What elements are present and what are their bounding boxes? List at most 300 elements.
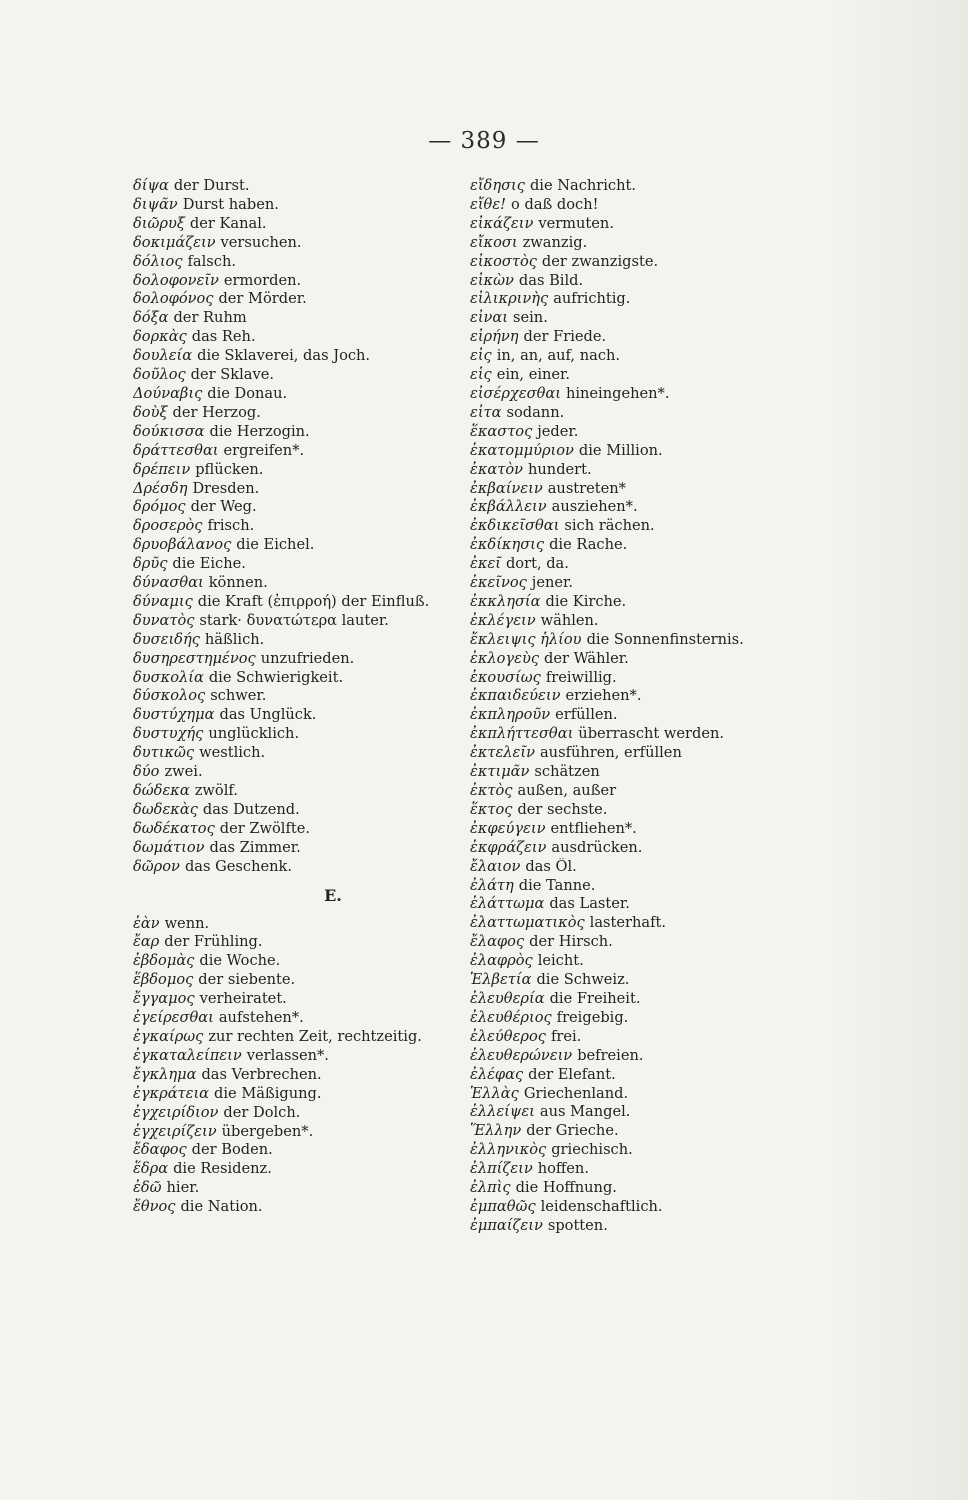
dictionary-entry xyxy=(133,744,513,763)
german-translation: die Hoffnung. xyxy=(515,1179,617,1197)
dictionary-entry xyxy=(470,990,850,1009)
german-translation: unzufrieden. xyxy=(260,649,355,667)
dictionary-entry xyxy=(470,347,850,366)
greek-headword: εἰσέρχεσθαι xyxy=(470,384,561,402)
german-translation: verheiratet. xyxy=(199,990,287,1008)
greek-headword: δρυοβάλανος xyxy=(133,536,232,554)
greek-headword: ἐκδίκησις xyxy=(470,536,545,554)
greek-headword: ἐμπαίζειν xyxy=(470,1216,543,1234)
german-translation: spotten. xyxy=(547,1216,608,1234)
german-translation: die Nation. xyxy=(180,1198,263,1216)
german-translation: leidenschaftlich. xyxy=(540,1197,663,1215)
greek-headword: ἕβδομος xyxy=(133,971,194,989)
german-translation: o daß doch! xyxy=(511,195,599,213)
dictionary-entry xyxy=(470,574,850,593)
dictionary-entry xyxy=(133,1123,513,1142)
dictionary-entry xyxy=(133,631,513,650)
greek-headword: ἔδαφος xyxy=(133,1141,187,1159)
dictionary-entry xyxy=(470,839,850,858)
dictionary-entry xyxy=(133,498,513,517)
german-translation: aufrichtig. xyxy=(553,290,631,308)
greek-headword: ἔθνος xyxy=(133,1198,176,1216)
dictionary-entry xyxy=(470,801,850,820)
dictionary-entry xyxy=(470,669,850,688)
greek-headword: δύνασθαι xyxy=(133,574,204,592)
german-translation: schwer. xyxy=(210,687,267,705)
german-translation: die Rache. xyxy=(549,536,628,554)
greek-headword: δῶρον xyxy=(133,857,180,875)
german-translation: der Wähler. xyxy=(544,649,629,667)
dictionary-entry xyxy=(133,971,513,990)
dictionary-entry xyxy=(470,1066,850,1085)
german-translation: die Freiheit. xyxy=(549,989,641,1007)
dictionary-entry xyxy=(133,952,513,971)
german-translation: sodann. xyxy=(506,403,565,421)
greek-headword: δουλεία xyxy=(133,347,193,365)
dictionary-entry xyxy=(470,820,850,839)
greek-headword: ἐκτελεῖν xyxy=(470,744,535,762)
greek-headword: Ἑλλὰς xyxy=(470,1084,519,1102)
german-translation: überrascht werden. xyxy=(578,725,725,743)
dictionary-entry xyxy=(470,328,850,347)
german-translation: die Donau. xyxy=(207,384,288,402)
dictionary-entry xyxy=(470,1103,850,1122)
german-translation: ausdrücken. xyxy=(551,838,643,856)
german-translation: der Ruhm xyxy=(173,309,247,327)
greek-headword: ἐλαττωματικὸς xyxy=(470,914,585,932)
german-translation: die Kirche. xyxy=(545,592,627,610)
dictionary-entry xyxy=(470,253,850,272)
greek-headword: δύναμις xyxy=(133,592,193,610)
section-letter-heading: E. xyxy=(324,885,342,905)
greek-headword: εἰκὼν xyxy=(470,271,514,289)
dictionary-entry xyxy=(470,744,850,763)
dictionary-entry xyxy=(470,1160,850,1179)
dictionary-entry xyxy=(470,687,850,706)
greek-headword: ἐγχειρίζειν xyxy=(133,1122,217,1140)
dictionary-entry xyxy=(470,593,850,612)
german-translation: zwei. xyxy=(164,763,203,781)
german-translation: falsch. xyxy=(187,252,236,270)
greek-headword: ἐλευθερία xyxy=(470,989,545,1007)
german-translation: hoffen. xyxy=(537,1160,589,1178)
dictionary-entry xyxy=(470,1198,850,1217)
dictionary-entry xyxy=(133,687,513,706)
dictionary-entry xyxy=(470,877,850,896)
greek-headword: ἑκατὸν xyxy=(470,460,523,478)
greek-headword: ἐλευθέριος xyxy=(470,1008,552,1026)
dictionary-entry xyxy=(133,404,513,423)
dictionary-entry xyxy=(470,290,850,309)
german-translation: schätzen xyxy=(534,763,600,781)
dictionary-entry xyxy=(133,1009,513,1028)
german-translation: der siebente. xyxy=(198,971,296,989)
greek-headword: ἐγχειρίδιον xyxy=(133,1103,219,1121)
german-translation: leicht. xyxy=(537,952,584,970)
dictionary-entry xyxy=(470,234,850,253)
greek-headword: ἔλαιον xyxy=(470,857,521,875)
dictionary-entry xyxy=(470,442,850,461)
german-translation: lasterhaft. xyxy=(589,914,666,932)
dictionary-entry xyxy=(133,574,513,593)
german-translation: die Sonnenfinsternis. xyxy=(586,630,744,648)
german-translation: das Dutzend. xyxy=(202,800,300,818)
dictionary-entry xyxy=(133,725,513,744)
right-column xyxy=(470,177,850,1236)
dictionary-entry xyxy=(133,442,513,461)
dictionary-entry xyxy=(470,404,850,423)
greek-headword: δρέπειν xyxy=(133,460,191,478)
german-translation: jener. xyxy=(531,574,574,592)
dictionary-entry xyxy=(470,895,850,914)
dictionary-entry xyxy=(133,990,513,1009)
german-translation: hundert. xyxy=(528,460,592,478)
german-translation: das Bild. xyxy=(518,271,584,289)
german-translation: jeder. xyxy=(537,422,579,440)
greek-headword: ἐλλείψει xyxy=(470,1103,535,1121)
greek-headword: ἐκτὸς xyxy=(470,782,513,799)
greek-headword: ἐλάτη xyxy=(470,876,514,894)
german-translation: ergreifen*. xyxy=(223,441,305,459)
dictionary-entry xyxy=(133,801,513,820)
german-translation: erziehen*. xyxy=(565,687,642,705)
dictionary-entry xyxy=(470,272,850,291)
greek-headword: δωμάτιον xyxy=(133,838,205,856)
german-translation: freiwillig. xyxy=(545,668,617,686)
greek-headword: δωδεκὰς xyxy=(133,800,198,818)
greek-headword: ἐκπληροῦν xyxy=(470,706,551,724)
dictionary-entry xyxy=(133,915,513,934)
greek-headword: δωδέκατος xyxy=(133,819,215,837)
dictionary-entry xyxy=(470,1122,850,1141)
greek-headword: εἰλικρινὴς xyxy=(470,290,549,308)
dictionary-entry xyxy=(133,933,513,952)
dictionary-entry xyxy=(133,347,513,366)
greek-headword: δοὺξ xyxy=(133,403,168,421)
greek-headword: ἐκπλήττεσθαι xyxy=(470,725,574,743)
greek-headword: δροσερὸς xyxy=(133,517,203,535)
german-translation: die Woche. xyxy=(199,952,281,970)
dictionary-entry xyxy=(470,706,850,725)
greek-headword: ἐδῶ xyxy=(133,1179,162,1197)
german-translation: der Sklave. xyxy=(190,366,274,384)
dictionary-entry xyxy=(133,820,513,839)
dictionary-entry xyxy=(470,650,850,669)
german-translation: dort, da. xyxy=(505,555,569,573)
german-translation: aufstehen*. xyxy=(218,1009,304,1027)
german-translation: der Dolch. xyxy=(223,1103,301,1121)
dictionary-entry xyxy=(133,1047,513,1066)
greek-headword: δυτικῶς xyxy=(133,744,195,762)
dictionary-entry xyxy=(470,971,850,990)
german-translation: die Herzogin. xyxy=(209,422,310,440)
german-translation: der Grieche. xyxy=(526,1122,619,1140)
greek-headword: ἔγγαμος xyxy=(133,990,195,1008)
german-translation: entfliehen*. xyxy=(550,819,637,837)
dictionary-entry xyxy=(133,1141,513,1160)
dictionary-entry xyxy=(133,706,513,725)
greek-headword: ἑβδομὰς xyxy=(133,952,195,970)
dictionary-entry xyxy=(470,725,850,744)
german-translation: das Laster. xyxy=(549,895,630,913)
greek-headword: δράττεσθαι xyxy=(133,441,219,459)
dictionary-entry xyxy=(470,309,850,328)
german-translation: Griechenland. xyxy=(523,1084,629,1102)
dictionary-entry xyxy=(470,177,850,196)
dictionary-entry xyxy=(133,1085,513,1104)
german-translation: verlassen*. xyxy=(246,1046,329,1064)
greek-headword: δίψα xyxy=(133,177,169,194)
page-edge-shadow xyxy=(828,0,968,1500)
greek-headword: εἶναι xyxy=(470,309,509,327)
greek-headword: ἑλληνικὸς xyxy=(470,1141,547,1159)
german-translation: ermorden. xyxy=(223,271,302,289)
german-translation: stark· δυνατώτερα lauter. xyxy=(199,611,389,629)
german-translation: aus Mangel. xyxy=(539,1103,631,1121)
dictionary-entry xyxy=(133,253,513,272)
greek-headword: εἰκοστὸς xyxy=(470,252,537,270)
german-translation: freigebig. xyxy=(556,1008,629,1026)
dictionary-entry xyxy=(470,196,850,215)
dictionary-entry xyxy=(133,1160,513,1179)
greek-headword: ἐκφράζειν xyxy=(470,838,547,856)
german-translation: pflücken. xyxy=(195,460,264,478)
german-translation: das Öl. xyxy=(525,857,577,875)
german-translation: unglücklich. xyxy=(208,725,300,743)
greek-headword: ἐλαφρὸς xyxy=(470,952,533,970)
german-translation: zur rechten Zeit, rechtzeitig. xyxy=(208,1027,422,1045)
dictionary-entry xyxy=(470,1009,850,1028)
greek-headword: δούκισσα xyxy=(133,422,205,440)
german-translation: das Verbrechen. xyxy=(201,1065,322,1083)
german-translation: frisch. xyxy=(207,517,255,535)
dictionary-entry xyxy=(470,498,850,517)
greek-headword: ἐκδικεῖσθαι xyxy=(470,517,560,535)
greek-headword: Δούναβις xyxy=(133,384,203,402)
dictionary-entry xyxy=(133,839,513,858)
greek-headword: δρῦς xyxy=(133,555,168,573)
greek-headword: δώδεκα xyxy=(133,782,190,799)
german-translation: hier. xyxy=(166,1179,200,1197)
dictionary-entry xyxy=(470,215,850,234)
german-translation: befreien. xyxy=(577,1046,644,1064)
greek-headword: δυστυχής xyxy=(133,725,204,743)
dictionary-entry xyxy=(133,536,513,555)
dictionary-entry xyxy=(470,858,850,877)
german-translation: in, an, auf, nach. xyxy=(496,347,621,365)
greek-headword: εἴθε! xyxy=(470,195,507,213)
greek-headword: δρόμος xyxy=(133,498,186,516)
greek-headword: ἐλάττωμα xyxy=(470,895,545,913)
greek-headword: Δρέσδη xyxy=(133,479,188,497)
dictionary-entry xyxy=(133,1066,513,1085)
german-translation: zwanzig. xyxy=(522,233,588,251)
dictionary-entry xyxy=(133,461,513,480)
dictionary-entry xyxy=(133,593,513,612)
greek-headword: δόλιος xyxy=(133,252,183,270)
german-translation: wählen. xyxy=(540,611,599,629)
german-translation: zwölf. xyxy=(194,782,238,799)
german-translation: ausführen, erfüllen xyxy=(539,744,682,762)
dictionary-entry xyxy=(133,858,513,877)
greek-headword: ἔκλειψις ἡλίου xyxy=(470,630,582,648)
greek-headword: εἴδησις xyxy=(470,177,525,194)
dictionary-entry xyxy=(470,1047,850,1066)
greek-headword: εἴκοσι xyxy=(470,233,518,251)
dictionary-entry xyxy=(470,612,850,631)
dictionary-entry xyxy=(133,177,513,196)
dictionary-entry xyxy=(133,555,513,574)
dictionary-entry xyxy=(133,290,513,309)
greek-headword: ἐκεῖνος xyxy=(470,574,527,592)
greek-headword: δυσειδής xyxy=(133,630,200,648)
dictionary-entry xyxy=(133,215,513,234)
greek-headword: ἔλαφος xyxy=(470,933,525,951)
greek-headword: εἰκάζειν xyxy=(470,214,534,232)
german-translation: außen, außer xyxy=(517,782,617,799)
greek-headword: ἐγείρεσθαι xyxy=(133,1009,214,1027)
greek-headword: ἐλπὶς xyxy=(470,1179,511,1197)
dictionary-entry xyxy=(470,555,850,574)
german-translation: die Eiche. xyxy=(172,555,246,573)
german-translation: wenn. xyxy=(164,914,210,932)
dictionary-entry xyxy=(470,1085,850,1104)
german-translation: übergeben*. xyxy=(221,1122,314,1140)
dictionary-entry xyxy=(133,272,513,291)
greek-headword: ἐκκλησία xyxy=(470,592,541,610)
dictionary-entry xyxy=(133,763,513,782)
german-translation: das Reh. xyxy=(191,328,256,346)
german-translation: das Zimmer. xyxy=(209,838,301,856)
greek-headword: δολοφονεῖν xyxy=(133,271,219,289)
german-translation: hineingehen*. xyxy=(565,384,670,402)
dictionary-entry xyxy=(133,196,513,215)
greek-headword: ἐλεύθερος xyxy=(470,1027,546,1045)
dictionary-entry xyxy=(470,914,850,933)
greek-headword: ἐγκαταλείπειν xyxy=(133,1046,242,1064)
greek-headword: δύο xyxy=(133,763,160,781)
german-translation: das Geschenk. xyxy=(184,857,292,875)
german-translation: das Unglück. xyxy=(219,706,317,724)
dictionary-entry xyxy=(470,480,850,499)
greek-headword: ἔαρ xyxy=(133,933,160,951)
dictionary-entry xyxy=(133,612,513,631)
dictionary-entry xyxy=(133,234,513,253)
greek-headword: ἕκαστος xyxy=(470,422,533,440)
german-translation: Dresden. xyxy=(192,479,260,497)
dictionary-entry xyxy=(133,366,513,385)
german-translation: die Residenz. xyxy=(173,1160,272,1178)
german-translation: die Mäßigung. xyxy=(214,1084,322,1102)
greek-headword: δυστύχημα xyxy=(133,706,215,724)
dictionary-entry xyxy=(470,763,850,782)
german-translation: der Weg. xyxy=(190,498,257,516)
greek-headword: ἐκτιμᾶν xyxy=(470,763,530,781)
german-translation: können. xyxy=(208,574,268,592)
german-translation: die Schwierigkeit. xyxy=(208,668,344,686)
dictionary-entry xyxy=(470,782,850,801)
german-translation: die Sklaverei, das Joch. xyxy=(197,347,371,365)
greek-headword: διψᾶν xyxy=(133,195,178,213)
greek-headword: ἐγκαίρως xyxy=(133,1027,204,1045)
greek-headword: δύσκολος xyxy=(133,687,206,705)
german-translation: austreten* xyxy=(547,479,626,497)
greek-headword: ἐκβαίνειν xyxy=(470,479,543,497)
german-translation: die Tanne. xyxy=(518,876,596,894)
greek-headword: ἐκβάλλειν xyxy=(470,498,547,516)
dictionary-entry xyxy=(470,517,850,536)
greek-headword: εἰς xyxy=(470,347,492,365)
page-header: — 389 — xyxy=(428,128,540,154)
greek-headword: ἐκεῖ xyxy=(470,555,501,573)
greek-headword: δόξα xyxy=(133,309,169,327)
greek-headword: ἐλπίζειν xyxy=(470,1160,533,1178)
german-translation: der Durst. xyxy=(173,177,250,194)
german-translation: der Frühling. xyxy=(164,933,263,951)
greek-headword: δοκιμάζειν xyxy=(133,233,216,251)
greek-headword: Ἕλλην xyxy=(470,1122,522,1140)
german-translation: versuchen. xyxy=(220,233,302,251)
greek-headword: ἐλευθερώνειν xyxy=(470,1046,573,1064)
greek-headword: ἐγκράτεια xyxy=(133,1084,210,1102)
greek-headword: Ἑλβετία xyxy=(470,971,532,989)
german-translation: die Nachricht. xyxy=(529,177,637,194)
german-translation: der Kanal. xyxy=(189,214,267,232)
greek-headword: ἐὰν xyxy=(133,914,160,932)
greek-headword: εἶτα xyxy=(470,403,502,421)
dictionary-entry xyxy=(470,933,850,952)
german-translation: der Elefant. xyxy=(528,1065,616,1083)
greek-headword: δορκὰς xyxy=(133,328,187,346)
german-translation: Durst haben. xyxy=(182,195,279,213)
dictionary-entry xyxy=(133,480,513,499)
german-translation: der Mörder. xyxy=(218,290,307,308)
dictionary-entry xyxy=(470,385,850,404)
greek-headword: ἐκφεύγειν xyxy=(470,819,546,837)
greek-headword: δυσκολία xyxy=(133,668,204,686)
dictionary-entry xyxy=(133,1179,513,1198)
dictionary-entry xyxy=(133,1104,513,1123)
german-translation: der Boden. xyxy=(191,1141,273,1159)
dictionary-entry xyxy=(470,423,850,442)
german-translation: griechisch. xyxy=(551,1141,633,1159)
dictionary-entry xyxy=(133,1028,513,1047)
dictionary-entry xyxy=(470,1217,850,1236)
german-translation: ein, einer. xyxy=(496,366,571,384)
dictionary-entry xyxy=(133,385,513,404)
german-translation: der Zwölfte. xyxy=(219,819,310,837)
greek-headword: ἔγκλημα xyxy=(133,1065,197,1083)
german-translation: frei. xyxy=(550,1027,582,1045)
greek-headword: ἐμπαθῶς xyxy=(470,1197,536,1215)
greek-headword: δυνατὸς xyxy=(133,611,195,629)
greek-headword: ἐκλέγειν xyxy=(470,611,536,629)
greek-headword: εἷς xyxy=(470,366,492,384)
greek-headword: ἐλέφας xyxy=(470,1065,524,1083)
dictionary-entry xyxy=(133,1198,513,1217)
german-translation: der Herzog. xyxy=(172,403,261,421)
dictionary-entry xyxy=(133,650,513,669)
dictionary-entry xyxy=(133,782,513,801)
german-translation: die Eichel. xyxy=(236,536,315,554)
german-translation: die Million. xyxy=(578,441,663,459)
german-translation: sein. xyxy=(513,309,548,327)
greek-headword: δυσηρεστημένος xyxy=(133,649,256,667)
dictionary-entry xyxy=(133,423,513,442)
greek-headword: ἑκατομμύριον xyxy=(470,441,574,459)
greek-headword: ἑκουσίως xyxy=(470,668,541,686)
greek-headword: εἰρήνη xyxy=(470,328,519,346)
